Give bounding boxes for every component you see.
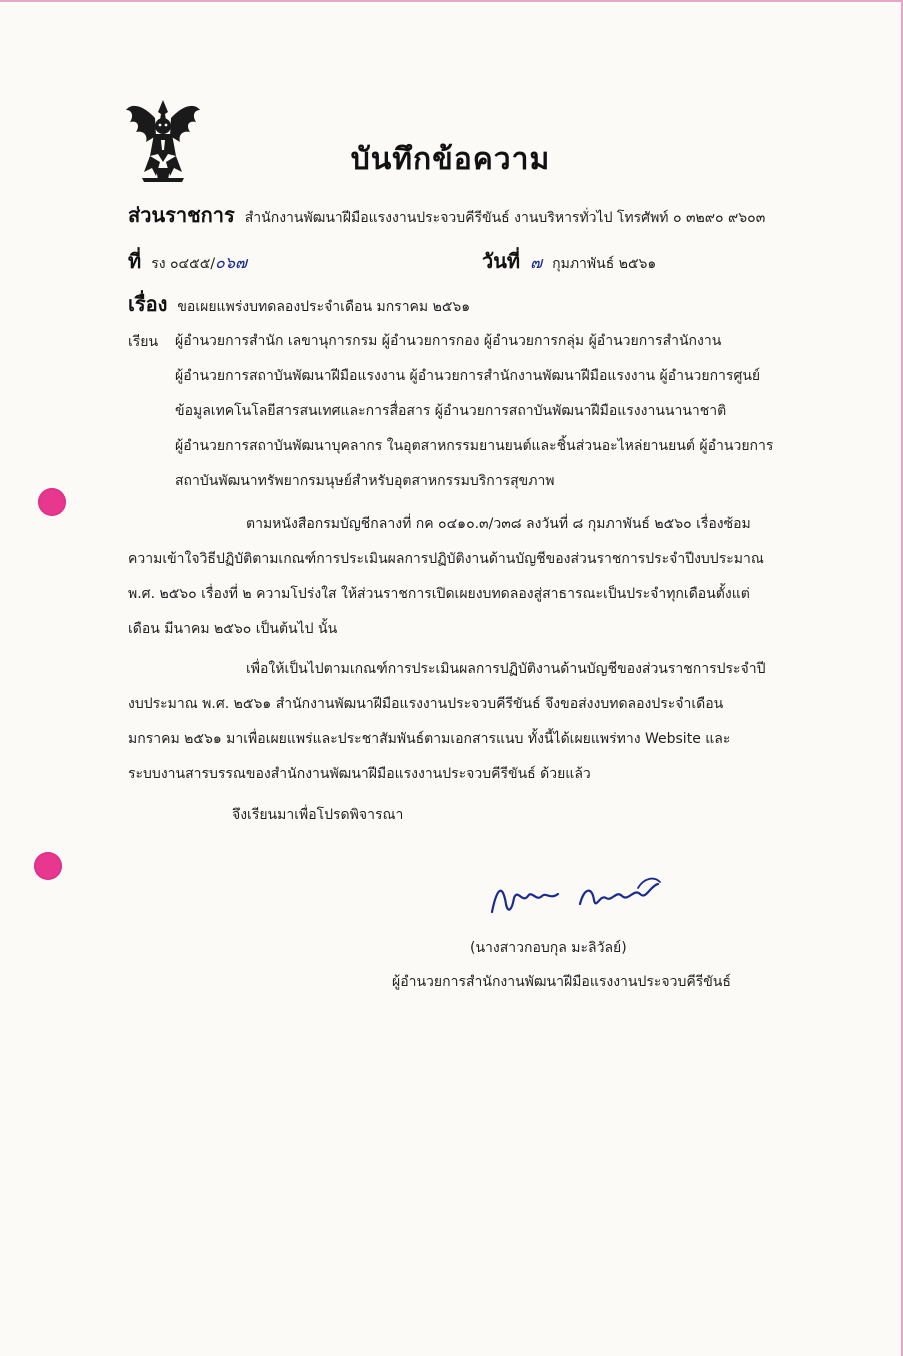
recipient-line: ข้อมูลเทคโนโลยีสารสนเทศและการสื่อสาร ผู้อำนวยการสถาบันพัฒนาฝีมือแรงงานนานาชาติ bbox=[175, 403, 727, 419]
recipient-line: ผู้อำนวยการสำนัก เลขานุการกรม ผู้อำนวยการกอง ผู้อำนวยการกลุ่ม ผู้อำนวยการสำนักงาน bbox=[175, 333, 722, 349]
date-row bbox=[482, 251, 656, 274]
date-day-handwritten: ๗ bbox=[530, 253, 543, 272]
reference-label: ที่ bbox=[128, 249, 142, 273]
agency-value: สำนักงานพัฒนาฝีมือแรงงานประจวบคีรีขันธ์ งานบริหารทั่วไป โทรศัพท์ ๐ ๓๒๙๐ ๙๖๐๓ bbox=[244, 210, 766, 226]
body-paragraph-1 bbox=[128, 507, 828, 647]
body-paragraph-2 bbox=[128, 652, 828, 792]
reference-row bbox=[128, 251, 247, 274]
paragraph-line: ระบบงานสารบรรณของสำนักงานพัฒนาฝีมือแรงงานประจวบคีรีขันธ์ ด้วยแล้ว bbox=[128, 766, 591, 782]
signer-position: ผู้อำนวยการสำนักงานพัฒนาฝีมือแรงงานประจวบคีรีขันธ์ bbox=[392, 974, 731, 990]
subject-row bbox=[128, 294, 470, 317]
date-label: วันที่ bbox=[482, 249, 521, 273]
salutation-label: เรียน bbox=[128, 334, 159, 350]
subject-value: ขอเผยแพร่งบทดลองประจำเดือน มกราคม ๒๕๖๑ bbox=[177, 299, 471, 315]
recipient-line: ผู้อำนวยการสถาบันพัฒนาฝีมือแรงงาน ผู้อำนวยการสำนักงานพัฒนาฝีมือแรงงาน ผู้อำนวยการศูนย์ bbox=[175, 368, 761, 384]
paragraph-line: ตามหนังสือกรมบัญชีกลางที่ กค ๐๔๑๐.๓/ว๓๘ ลงวันที่ ๘ กุมภาพันธ์ ๒๕๖๐ เรื่องซ้อม bbox=[246, 516, 751, 532]
paragraph-line: งบประมาณ พ.ศ. ๒๕๖๑ สำนักงานพัฒนาฝีมือแรงงานประจวบคีรีขันธ์ จึงขอส่งงบทดลองประจำเดือน bbox=[128, 696, 724, 712]
reference-prefix: รง ๐๔๕๕/ bbox=[151, 256, 216, 272]
punch-hole-top bbox=[38, 488, 66, 516]
paragraph-line: มกราคม ๒๕๖๑ มาเพื่อเผยแพร่และประชาสัมพันธ์ตามเอกสารแนบ ทั้งนี้ได้เผยแพร่ทาง Website และ bbox=[128, 731, 731, 747]
paragraph-line: เพื่อให้เป็นไปตามเกณฑ์การประเมินผลการปฏิบัติงานด้านบัญชีของส่วนราชการประจำปี bbox=[246, 661, 766, 677]
paragraph-line: พ.ศ. ๒๕๖๐ เรื่องที่ ๒ ความโปร่งใส ให้ส่วนราชการเปิดเผยงบทดลองสู่สาธารณะเป็นประจำทุกเดือนตั้งแต่ bbox=[128, 586, 750, 602]
document-title: บันทึกข้อความ bbox=[350, 142, 551, 177]
recipients-list bbox=[175, 324, 835, 499]
reference-handwritten-number: ๐๖๗ bbox=[215, 253, 247, 272]
agency-row bbox=[128, 205, 765, 228]
paragraph-line: เดือน มีนาคม ๒๕๖๐ เป็นต้นไป นั้น bbox=[128, 621, 338, 637]
date-month-year: กุมภาพันธ์ ๒๕๖๑ bbox=[552, 256, 657, 272]
punch-hole-bottom bbox=[34, 852, 62, 880]
recipient-line: สถาบันพัฒนาทรัพยากรมนุษย์สำหรับอุตสาหกรรมบริการสุขภาพ bbox=[175, 473, 555, 489]
recipient-line: ผู้อำนวยการสถาบันพัฒนาบุคลากร ในอุตสาหกรรมยานยนต์และชิ้นส่วนอะไหล่ยานยนต์ ผู้อำนวยการ bbox=[175, 438, 774, 454]
agency-label: ส่วนราชการ bbox=[128, 203, 235, 227]
closing-line: จึงเรียนมาเพื่อโปรดพิจารณา bbox=[232, 807, 404, 823]
handwritten-signature bbox=[488, 874, 664, 924]
subject-label: เรื่อง bbox=[128, 292, 168, 316]
paragraph-line: ความเข้าใจวิธีปฏิบัติตามเกณฑ์การประเมินผลการปฏิบัติงานด้านบัญชีของส่วนราชการประจำปีงบประมาณ bbox=[128, 551, 764, 567]
signer-name: (นางสาวกอบกุล มะลิวัลย์) bbox=[470, 940, 627, 956]
